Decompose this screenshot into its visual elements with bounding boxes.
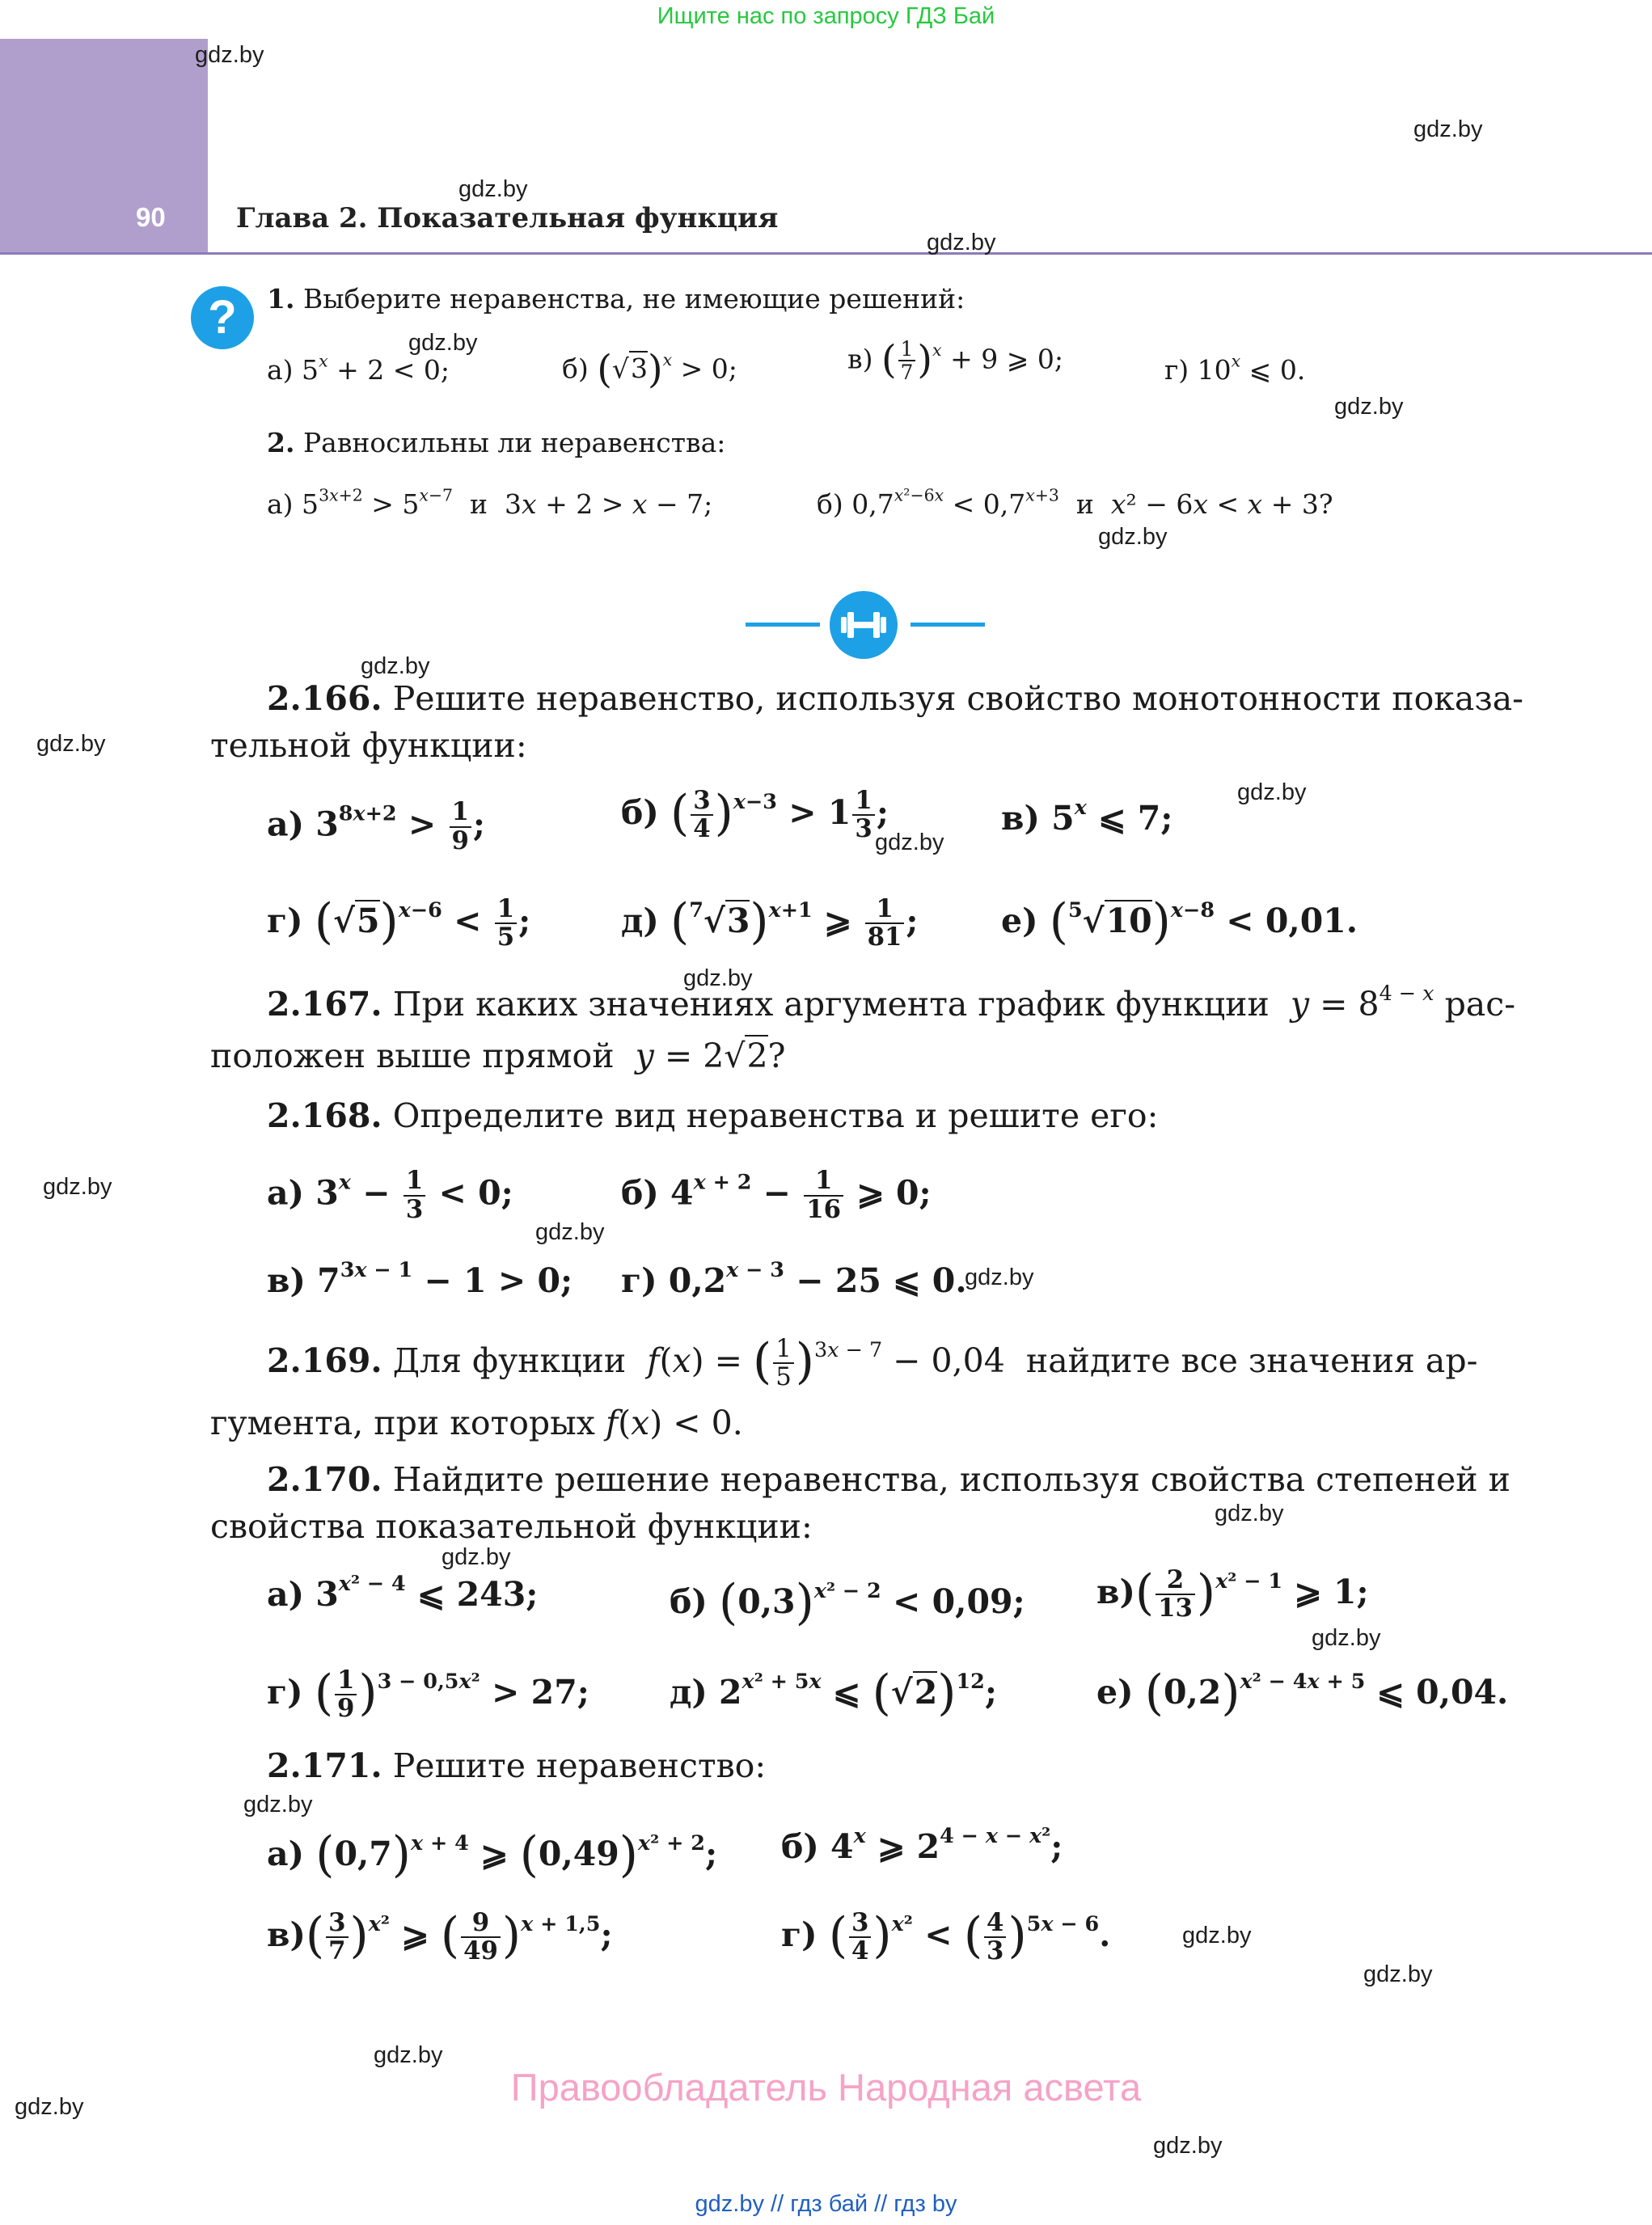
e166-option-c: в) 5$^x$ ⩽ 7; <box>1001 794 1173 838</box>
exercise-2-169: 2.169. Для функции f(x) = ( $\frac{1}{5}$ )$^{3x - 7}$ − 0,04 найдите все значения ар- <box>267 1333 1478 1392</box>
section-divider-left <box>746 623 820 627</box>
watermark: gdz.by <box>361 653 430 679</box>
exercise-2-170: 2.170. Найдите решение неравенства, используя свойства степеней и <box>267 1460 1510 1499</box>
watermark: gdz.by <box>1363 1961 1433 1987</box>
e170-option-d: г) ( $\frac{1}{9}$ )$^{3 - 0,5x^2}$ > 27; <box>267 1665 589 1724</box>
e171-option-a: а) $(0,7)^{x + 4}$ ⩾ $(0,49)^{x^2 + 2}$; <box>267 1827 718 1883</box>
watermark: gdz.by <box>535 1219 605 1245</box>
exercise-2-169-cont: гумента, при которых f(x) < 0. <box>210 1404 743 1442</box>
watermark: gdz.by <box>442 1544 511 1570</box>
watermark: gdz.by <box>1237 779 1307 805</box>
watermark: gdz.by <box>1182 1923 1252 1948</box>
e166-option-f: е) $(^5√10)^{x-8} < 0,01$. <box>1001 894 1358 950</box>
watermark: gdz.by <box>43 1174 112 1200</box>
e170-option-b: б) $(0,3)^{x^2 - 2} < 0,09$; <box>670 1575 1025 1631</box>
watermark: gdz.by <box>408 330 478 356</box>
section-divider-right <box>911 623 985 627</box>
e166-option-a: а) $3^{8x+2}$ > $\frac{1}{9}$ ; <box>267 797 486 855</box>
watermark: gdz.by <box>15 2094 84 2120</box>
watermark: gdz.by <box>683 965 753 991</box>
exercise-2-170-cont: свойства показательной функции: <box>210 1507 813 1546</box>
copyright-notice: Правообладатель Народная асвета <box>510 2066 1142 2109</box>
e170-option-e: д) $2^{x^2 + 5x}$ ⩽ $(√2)^{12}$; <box>670 1666 997 1721</box>
watermark: gdz.by <box>1413 116 1483 142</box>
e170-option-c: в)( $\frac{2}{13}$ )$^{x^2 - 1}$ ⩾ 1; <box>1096 1564 1369 1623</box>
e166-option-e: д) $(^7√3)^{x+1}$ ⩾ $\frac{1}{81}$ ; <box>621 893 919 952</box>
exercise-2-166: 2.166. Решите неравенство, используя свойство монотонности показа- <box>267 679 1524 718</box>
watermark: gdz.by <box>458 176 528 202</box>
watermark: gdz.by <box>1215 1501 1284 1526</box>
e166-option-b: б) ( $\frac{3}{4}$ )$^{x-3}$ > 1 $\frac{1}{3}$ ; <box>621 785 889 844</box>
e166-option-d: г) $(√5)^{x-6}$ < $\frac{1}{5}$ ; <box>267 893 531 952</box>
watermark: gdz.by <box>243 1792 313 1818</box>
watermark: gdz.by <box>875 830 944 855</box>
question-icon: ? <box>191 286 254 349</box>
header-divider <box>0 252 1652 255</box>
watermark: gdz.by <box>374 2042 443 2068</box>
header-side-tab <box>0 39 208 253</box>
question-2: 2. Равносильны ли неравенства: <box>267 427 726 458</box>
watermark: gdz.by <box>195 42 264 68</box>
e168-option-b: б) $4^{x + 2}$ − $\frac{1}{16}$ ⩾ 0; <box>621 1166 932 1224</box>
watermark: gdz.by <box>927 230 996 255</box>
chapter-title: Глава 2. Показательная функция <box>236 202 779 234</box>
dumbbell-icon <box>830 591 898 659</box>
e170-option-a: а) $3^{x^2 - 4}$ ⩽ 243; <box>267 1570 539 1614</box>
footer-links[interactable]: gdz.by // гдз бай // гдз by <box>695 2191 957 2217</box>
exercise-2-168: 2.168. Определите вид неравенства и решите его: <box>267 1096 1159 1135</box>
watermark: gdz.by <box>965 1264 1034 1290</box>
e168-option-d: г) $0,2^{x - 3} - 25$ ⩽ 0. <box>621 1256 967 1300</box>
q1-option-d: г) 10$^x$ ⩽ 0. <box>1164 351 1306 386</box>
e168-option-c: в) $7^{3x - 1} - 1 > 0$; <box>267 1256 573 1300</box>
page-number: 90 <box>136 202 166 232</box>
e170-option-f: е) $(0,2)^{x^2 - 4x + 5}$ ⩽ 0,04. <box>1096 1666 1509 1721</box>
e168-option-a: а) $3^x$ − $\frac{1}{3}$ < 0; <box>267 1166 513 1224</box>
watermark: gdz.by <box>1312 1625 1381 1651</box>
q1-option-b: б) $(√3)^x > 0$; <box>562 348 737 392</box>
exercise-2-167-cont: положен выше прямой y = 2√2? <box>210 1037 786 1075</box>
q1-option-a: а) $5^x + 2 < 0$; <box>267 351 450 386</box>
exercise-2-171: 2.171. Решите неравенство: <box>267 1746 767 1785</box>
exercise-2-167: 2.167. При каких значениях аргумента график функции $y = 8^{4 - x}$ рас- <box>267 980 1516 1024</box>
exercise-2-166-cont: тельной функции: <box>210 726 527 765</box>
e171-option-c: в)( $\frac{3}{7}$ )$^{x^2}$ ⩾ ( $\frac{9}{49}$ )$^{x + 1,5}$; <box>267 1907 613 1966</box>
top-banner[interactable]: Ищите нас по запросу ГДЗ Бай <box>657 3 995 29</box>
watermark: gdz.by <box>1153 2133 1223 2159</box>
q2-option-b: б) $0,7^{x^2-6x} < 0,7^{x+3}$ и x² − 6x < x + 3? <box>817 485 1333 520</box>
watermark: gdz.by <box>1098 524 1168 550</box>
e171-option-b: б) 4$^x$ ⩾ $2^{4 - x - x^2}$; <box>781 1822 1063 1866</box>
watermark: gdz.by <box>1334 394 1404 420</box>
e171-option-d: г) ( $\frac{3}{4}$ )$^{x^2}$ < ( $\frac{4}{3}$ )$^{5x - 6}$. <box>781 1907 1111 1966</box>
q2-option-a: а) $5^{3x+2} > 5^{x-7}$ и 3x + 2 > x − 7; <box>267 485 713 520</box>
question-1: 1. Выберите неравенства, не имеющие решений: <box>267 283 965 315</box>
watermark: gdz.by <box>36 731 106 757</box>
q1-option-c: в) ( $\frac{1}{7}$ )$^x$ + 9 ⩾ 0; <box>847 337 1063 385</box>
